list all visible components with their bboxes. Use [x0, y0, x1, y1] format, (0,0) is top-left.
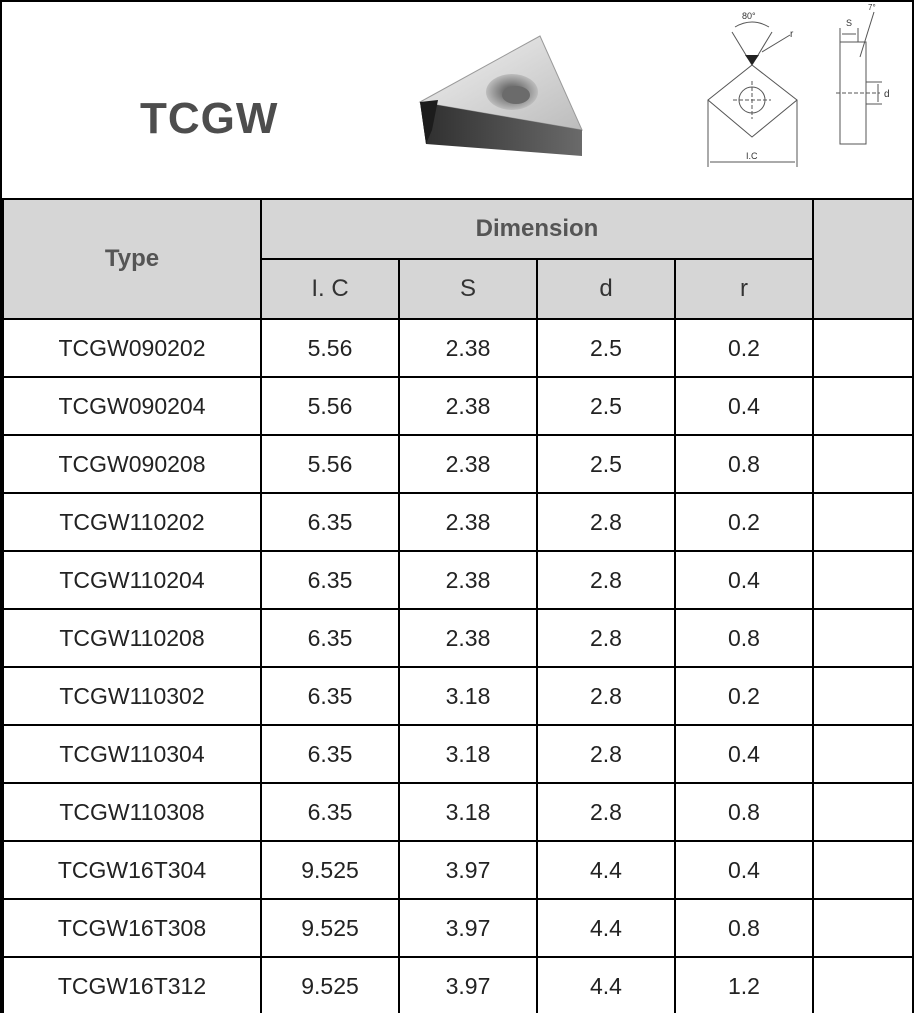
type-cell: TCGW16T308 — [3, 899, 261, 957]
r-cell: 0.4 — [675, 377, 813, 435]
ic-cell: 6.35 — [261, 667, 399, 725]
type-cell: TCGW16T312 — [3, 957, 261, 1013]
d-cell: 2.8 — [537, 609, 675, 667]
empty-cell — [813, 841, 912, 899]
r-cell: 0.4 — [675, 841, 813, 899]
ic-cell: 6.35 — [261, 609, 399, 667]
d-cell: 4.4 — [537, 899, 675, 957]
table-row — [3, 841, 912, 899]
ic-cell: 9.525 — [261, 841, 399, 899]
d-cell: 2.8 — [537, 725, 675, 783]
ic-cell: 6.35 — [261, 783, 399, 841]
d-cell: 4.4 — [537, 957, 675, 1013]
table-row — [3, 957, 912, 1013]
type-cell: TCGW110302 — [3, 667, 261, 725]
s-cell: 2.38 — [399, 551, 537, 609]
d-cell: 2.8 — [537, 667, 675, 725]
col-d-header: d — [537, 259, 675, 319]
insert-photo — [412, 32, 592, 162]
ic-cell: 6.35 — [261, 725, 399, 783]
dimension-header: Dimension — [261, 199, 813, 259]
s-cell: 3.97 — [399, 899, 537, 957]
d-cell: 2.8 — [537, 493, 675, 551]
empty-cell — [813, 377, 912, 435]
ic-cell: 6.35 — [261, 551, 399, 609]
empty-cell — [813, 725, 912, 783]
r-label: r — [790, 29, 794, 40]
r-cell: 0.4 — [675, 725, 813, 783]
ic-cell: 5.56 — [261, 377, 399, 435]
s-label: S — [846, 18, 853, 28]
col-r-header: r — [675, 259, 813, 319]
ic-cell: 9.525 — [261, 957, 399, 1013]
r-cell: 0.2 — [675, 493, 813, 551]
empty-cell — [813, 319, 912, 377]
s-cell: 3.97 — [399, 957, 537, 1013]
empty-cell — [813, 551, 912, 609]
table-row — [3, 899, 912, 957]
s-cell: 2.38 — [399, 377, 537, 435]
r-cell: 0.8 — [675, 899, 813, 957]
empty-cell — [813, 783, 912, 841]
s-cell: 3.18 — [399, 725, 537, 783]
d-cell: 2.8 — [537, 783, 675, 841]
table-row — [3, 609, 912, 667]
table-row — [3, 377, 912, 435]
type-cell: TCGW110308 — [3, 783, 261, 841]
ic-cell: 5.56 — [261, 319, 399, 377]
table-row — [3, 551, 912, 609]
ic-cell: 5.56 — [261, 435, 399, 493]
ic-cell: 6.35 — [261, 493, 399, 551]
empty-cell — [813, 493, 912, 551]
s-cell: 3.18 — [399, 667, 537, 725]
type-cell: TCGW090202 — [3, 319, 261, 377]
insert-side-drawing — [830, 2, 906, 152]
page-title: TCGW — [140, 94, 279, 143]
d-cell: 2.5 — [537, 377, 675, 435]
table-row — [3, 783, 912, 841]
d-cell: 2.8 — [537, 551, 675, 609]
r-cell: 0.4 — [675, 551, 813, 609]
table-row — [3, 493, 912, 551]
spec-table — [2, 198, 912, 1013]
col-s-header: S — [399, 259, 537, 319]
table-row — [3, 667, 912, 725]
r-cell: 0.2 — [675, 667, 813, 725]
r-cell: 1.2 — [675, 957, 813, 1013]
table-row — [3, 435, 912, 493]
empty-cell — [813, 667, 912, 725]
empty-cell — [813, 609, 912, 667]
type-cell: TCGW110304 — [3, 725, 261, 783]
empty-cell — [813, 435, 912, 493]
d-cell: 4.4 — [537, 841, 675, 899]
header-row — [3, 199, 912, 259]
s-cell: 2.38 — [399, 435, 537, 493]
type-cell: TCGW110202 — [3, 493, 261, 551]
d-cell: 2.5 — [537, 435, 675, 493]
type-cell: TCGW090208 — [3, 435, 261, 493]
empty-cell — [813, 899, 912, 957]
s-cell: 3.97 — [399, 841, 537, 899]
s-cell: 2.38 — [399, 609, 537, 667]
s-cell: 2.38 — [399, 319, 537, 377]
header — [2, 2, 912, 198]
type-cell: TCGW090204 — [3, 377, 261, 435]
d-cell: 2.5 — [537, 319, 675, 377]
ic-label: I.C — [746, 151, 758, 161]
type-cell: TCGW110204 — [3, 551, 261, 609]
table-row — [3, 319, 912, 377]
r-cell: 0.8 — [675, 783, 813, 841]
extra-header — [813, 199, 912, 319]
rake-angle-label: 7° — [868, 3, 876, 12]
insert-front-drawing — [702, 7, 812, 172]
s-cell: 2.38 — [399, 493, 537, 551]
page-frame — [2, 2, 912, 1013]
type-cell: TCGW16T304 — [3, 841, 261, 899]
empty-cell — [813, 957, 912, 1013]
s-cell: 3.18 — [399, 783, 537, 841]
d-label: d — [884, 89, 890, 100]
r-cell: 0.2 — [675, 319, 813, 377]
ic-cell: 9.525 — [261, 899, 399, 957]
col-ic-header: I. C — [261, 259, 399, 319]
angle-label: 80° — [742, 11, 756, 21]
type-cell: TCGW110208 — [3, 609, 261, 667]
table-row — [3, 725, 912, 783]
r-cell: 0.8 — [675, 435, 813, 493]
type-header: Type — [3, 199, 261, 319]
r-cell: 0.8 — [675, 609, 813, 667]
